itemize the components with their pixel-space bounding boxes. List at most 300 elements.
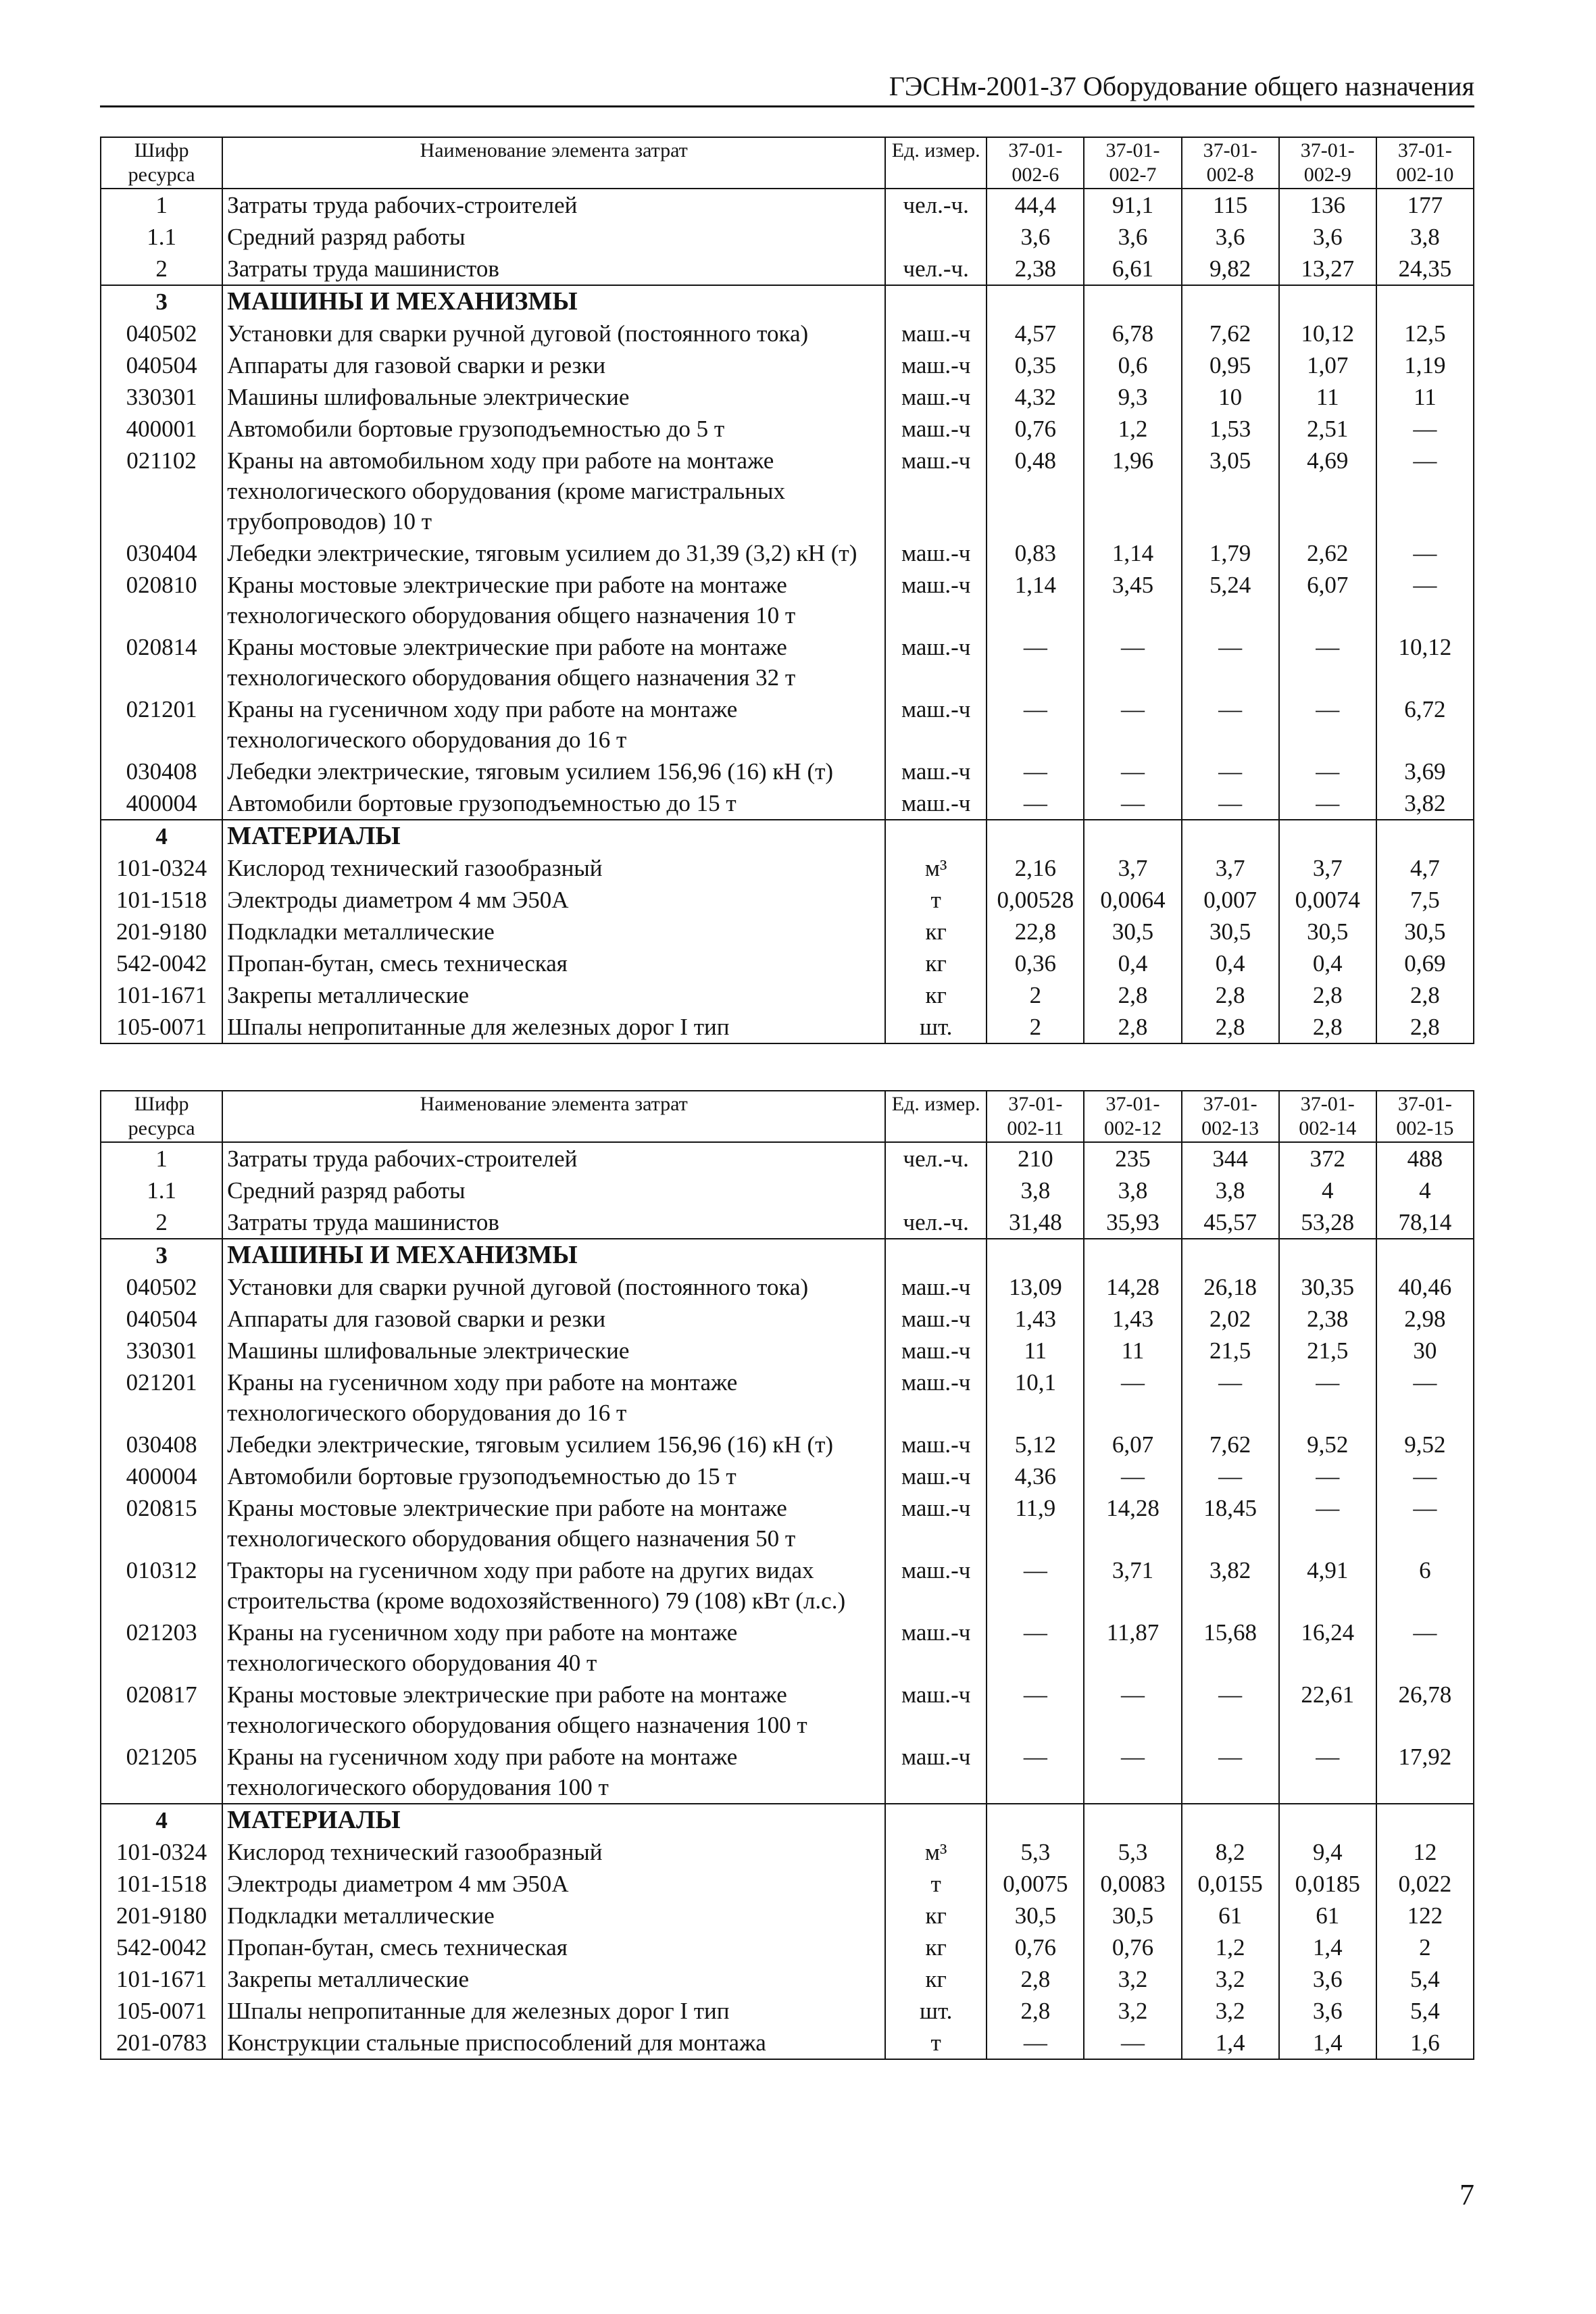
cost-element-name-cell: Средний разряд работы [222, 1175, 885, 1206]
value-cell: 3,6 [1279, 1995, 1376, 2027]
unit-cell: маш.-ч [885, 1367, 987, 1429]
cost-element-name-cell: Затраты труда рабочих-строителей [222, 1142, 885, 1175]
value-cell: 13,27 [1279, 253, 1376, 285]
unit-cell: маш.-ч [885, 756, 987, 787]
value-cell: 30,35 [1279, 1271, 1376, 1303]
value-cell: 5,3 [1084, 1836, 1181, 1868]
unit-cell [885, 820, 987, 852]
value-cell: 9,3 [1084, 381, 1181, 413]
resource-code-cell: 020810 [101, 569, 222, 631]
value-cell: 78,14 [1376, 1206, 1474, 1239]
value-cell: 11 [1084, 1335, 1181, 1367]
value-cell: 26,18 [1182, 1271, 1279, 1303]
value-cell: 18,45 [1182, 1492, 1279, 1554]
unit-cell: кг [885, 1931, 987, 1963]
header-norm-code: 37-01- 002-12 [1084, 1091, 1181, 1142]
value-cell [1279, 1804, 1376, 1836]
unit-cell: маш.-ч [885, 693, 987, 756]
resource-code-cell: 3 [101, 1239, 222, 1271]
value-cell: 2,8 [1084, 1011, 1181, 1043]
cost-element-name-cell: Тракторы на гусеничном ходу при работе на других видах строительства (кроме водохозяйственного) 79 (108) кВт (л.с.) [222, 1554, 885, 1617]
section-row [101, 1804, 1474, 1836]
value-cell: — [1084, 2027, 1181, 2059]
value-cell: — [1182, 631, 1279, 693]
unit-cell: маш.-ч [885, 1335, 987, 1367]
page-header [100, 70, 1474, 107]
resource-code-cell: 101-0324 [101, 1836, 222, 1868]
cost-element-name-cell: Установки для сварки ручной дуговой (постоянного тока) [222, 318, 885, 349]
value-cell: — [1376, 445, 1474, 537]
value-cell: — [987, 2027, 1084, 2059]
cost-element-name-cell: Затраты труда машинистов [222, 253, 885, 285]
value-cell [1376, 285, 1474, 318]
value-cell: 5,12 [987, 1429, 1084, 1460]
unit-cell [885, 1239, 987, 1271]
value-cell: 177 [1376, 189, 1474, 221]
table-row [101, 1868, 1474, 1900]
value-cell: — [1376, 569, 1474, 631]
value-cell: 2,98 [1376, 1303, 1474, 1335]
cost-element-name-cell: Затраты труда рабочих-строителей [222, 189, 885, 221]
value-cell: 1,4 [1279, 2027, 1376, 2059]
cost-element-name-cell: Краны на гусеничном ходу при работе на монтаже технологического оборудования до 16 т [222, 693, 885, 756]
value-cell [1182, 820, 1279, 852]
document-title: ГЭСНм-2001-37 Оборудование общего назначения [889, 71, 1474, 101]
header-unit: Ед. измер. [885, 1091, 987, 1142]
cost-element-name-cell: Краны на автомобильном ходу при работе на монтаже технологического оборудования (кроме магистральных трубопроводов) 10 т [222, 445, 885, 537]
header-resource-code: Шифр ресурса [101, 137, 222, 189]
resource-code-cell: 021102 [101, 445, 222, 537]
value-cell: 3,8 [987, 1175, 1084, 1206]
page-number: 7 [1460, 2178, 1474, 2211]
table-row [101, 381, 1474, 413]
value-cell: — [987, 756, 1084, 787]
value-cell: 2,8 [1376, 1011, 1474, 1043]
unit-cell: маш.-ч [885, 1271, 987, 1303]
unit-cell: маш.-ч [885, 631, 987, 693]
value-cell: 30,5 [1084, 916, 1181, 947]
resource-code-cell: 021201 [101, 693, 222, 756]
table-row [101, 852, 1474, 884]
value-cell: — [1182, 1741, 1279, 1804]
value-cell: 2,51 [1279, 413, 1376, 445]
value-cell: 2 [1376, 1931, 1474, 1963]
value-cell: 11,87 [1084, 1617, 1181, 1679]
table-row [101, 445, 1474, 537]
cost-element-name-cell: Кислород технический газообразный [222, 852, 885, 884]
header-norm-code: 37-01- 002-10 [1376, 137, 1474, 189]
value-cell: 2,8 [1084, 979, 1181, 1011]
resource-code-cell: 542-0042 [101, 947, 222, 979]
resource-code-cell: 400001 [101, 413, 222, 445]
resource-code-cell: 330301 [101, 381, 222, 413]
value-cell: 4,36 [987, 1460, 1084, 1492]
resource-code-cell: 1.1 [101, 221, 222, 253]
resource-code-cell: 010312 [101, 1554, 222, 1617]
value-cell: 344 [1182, 1142, 1279, 1175]
unit-cell: кг [885, 979, 987, 1011]
table-row [101, 1303, 1474, 1335]
value-cell: 372 [1279, 1142, 1376, 1175]
value-cell: 9,82 [1182, 253, 1279, 285]
header-norm-code: 37-01- 002-14 [1279, 1091, 1376, 1142]
value-cell: 115 [1182, 189, 1279, 221]
value-cell: 3,6 [1279, 1963, 1376, 1995]
value-cell: 1,19 [1376, 349, 1474, 381]
table-row [101, 1679, 1474, 1741]
value-cell: 0,0064 [1084, 884, 1181, 916]
value-cell: — [1084, 787, 1181, 820]
resource-code-cell: 040502 [101, 1271, 222, 1303]
cost-element-name-cell: Электроды диаметром 4 мм Э50А [222, 1868, 885, 1900]
table-body [101, 189, 1474, 1043]
table-row [101, 1931, 1474, 1963]
value-cell: 31,48 [987, 1206, 1084, 1239]
unit-cell: т [885, 1868, 987, 1900]
table-row [101, 1142, 1474, 1175]
value-cell: 30,5 [1279, 916, 1376, 947]
value-cell: 30,5 [1376, 916, 1474, 947]
value-cell: 1,2 [1182, 1931, 1279, 1963]
cost-element-name-cell: Автомобили бортовые грузоподъемностью до 5 т [222, 413, 885, 445]
value-cell: 2,38 [1279, 1303, 1376, 1335]
table-row [101, 1011, 1474, 1043]
resource-code-cell: 1 [101, 189, 222, 221]
value-cell: 40,46 [1376, 1271, 1474, 1303]
value-cell: 14,28 [1084, 1492, 1181, 1554]
resource-code-cell: 1 [101, 1142, 222, 1175]
value-cell: 11 [1376, 381, 1474, 413]
value-cell: 0,95 [1182, 349, 1279, 381]
section-title-cell: МАТЕРИАЛЫ [222, 820, 885, 852]
value-cell: 136 [1279, 189, 1376, 221]
value-cell: 13,09 [987, 1271, 1084, 1303]
value-cell: 3,2 [1084, 1963, 1181, 1995]
cost-element-name-cell: Кислород технический газообразный [222, 1836, 885, 1868]
resource-code-cell: 400004 [101, 787, 222, 820]
unit-cell: маш.-ч [885, 1492, 987, 1554]
unit-cell: маш.-ч [885, 1460, 987, 1492]
value-cell: 21,5 [1279, 1335, 1376, 1367]
value-cell: — [1279, 787, 1376, 820]
value-cell: 2,02 [1182, 1303, 1279, 1335]
value-cell: 0,0075 [987, 1868, 1084, 1900]
unit-cell: чел.-ч. [885, 1142, 987, 1175]
unit-cell: м³ [885, 1836, 987, 1868]
value-cell: 30,5 [1182, 916, 1279, 947]
unit-cell [885, 1175, 987, 1206]
value-cell: — [1084, 1741, 1181, 1804]
value-cell: 3,6 [1182, 221, 1279, 253]
value-cell: 2,38 [987, 253, 1084, 285]
value-cell: 3,2 [1182, 1963, 1279, 1995]
unit-cell [885, 221, 987, 253]
value-cell: 1,4 [1279, 1931, 1376, 1963]
value-cell: — [987, 1617, 1084, 1679]
cost-element-name-cell: Закрепы металлические [222, 979, 885, 1011]
value-cell: — [1084, 1367, 1181, 1429]
value-cell: 2,8 [987, 1963, 1084, 1995]
header-norm-code: 37-01- 002-15 [1376, 1091, 1474, 1142]
table-row [101, 1460, 1474, 1492]
value-cell: 6,61 [1084, 253, 1181, 285]
table-row [101, 916, 1474, 947]
value-cell: 17,92 [1376, 1741, 1474, 1804]
value-cell [1084, 285, 1181, 318]
cost-element-name-cell: Шпалы непропитанные для железных дорог I тип [222, 1011, 885, 1043]
value-cell: 3,8 [1084, 1175, 1181, 1206]
value-cell: 12 [1376, 1836, 1474, 1868]
value-cell: 7,62 [1182, 318, 1279, 349]
resource-code-cell: 4 [101, 1804, 222, 1836]
resource-code-cell: 201-9180 [101, 1900, 222, 1931]
value-cell: — [1376, 537, 1474, 569]
value-cell: 16,24 [1279, 1617, 1376, 1679]
value-cell: 12,5 [1376, 318, 1474, 349]
table-row [101, 349, 1474, 381]
value-cell: 2,8 [1182, 979, 1279, 1011]
value-cell: — [987, 787, 1084, 820]
value-cell: 2,16 [987, 852, 1084, 884]
cost-element-name-cell: Краны на гусеничном ходу при работе на монтаже технологического оборудования 100 т [222, 1741, 885, 1804]
value-cell: 2,8 [987, 1995, 1084, 2027]
value-cell: — [1084, 693, 1181, 756]
cost-element-name-cell: Машины шлифовальные электрические [222, 1335, 885, 1367]
table-row [101, 318, 1474, 349]
cost-element-name-cell: Лебедки электрические, тяговым усилием 156,96 (16) кН (т) [222, 1429, 885, 1460]
unit-cell: кг [885, 1900, 987, 1931]
table-row [101, 1492, 1474, 1554]
unit-cell: маш.-ч [885, 1741, 987, 1804]
value-cell: 2 [987, 979, 1084, 1011]
value-cell: 488 [1376, 1142, 1474, 1175]
value-cell: — [1279, 1367, 1376, 1429]
unit-cell [885, 1804, 987, 1836]
unit-cell: м³ [885, 852, 987, 884]
resource-code-cell: 040502 [101, 318, 222, 349]
value-cell [1376, 820, 1474, 852]
value-cell: 91,1 [1084, 189, 1181, 221]
value-cell: 30,5 [1084, 1900, 1181, 1931]
value-cell: — [1182, 1679, 1279, 1741]
value-cell: — [1182, 787, 1279, 820]
value-cell: 61 [1182, 1900, 1279, 1931]
value-cell: 4,91 [1279, 1554, 1376, 1617]
value-cell: — [1376, 413, 1474, 445]
unit-cell: маш.-ч [885, 787, 987, 820]
value-cell [1376, 1804, 1474, 1836]
resource-code-cell: 021201 [101, 1367, 222, 1429]
table-row [101, 979, 1474, 1011]
value-cell: — [1182, 756, 1279, 787]
value-cell: 35,93 [1084, 1206, 1181, 1239]
table-row [101, 537, 1474, 569]
value-cell: 3,6 [1084, 221, 1181, 253]
table-row [101, 1836, 1474, 1868]
value-cell: 0,76 [987, 413, 1084, 445]
cost-element-name-cell: Краны мостовые электрические при работе на монтаже технологического оборудования общего назначения 100 т [222, 1679, 885, 1741]
cost-element-name-cell: Средний разряд работы [222, 221, 885, 253]
unit-cell: чел.-ч. [885, 253, 987, 285]
resource-code-cell: 030404 [101, 537, 222, 569]
value-cell: 14,28 [1084, 1271, 1181, 1303]
value-cell: 3,7 [1084, 852, 1181, 884]
unit-cell: кг [885, 916, 987, 947]
table-row [101, 189, 1474, 221]
value-cell: 10,12 [1376, 631, 1474, 693]
resource-table-1 [100, 137, 1474, 1044]
table-row [101, 221, 1474, 253]
header-cost-element-name: Наименование элемента затрат [222, 1091, 885, 1142]
value-cell: 0,76 [987, 1931, 1084, 1963]
value-cell: 6,78 [1084, 318, 1181, 349]
resource-code-cell: 201-9180 [101, 916, 222, 947]
value-cell: 4,7 [1376, 852, 1474, 884]
value-cell: 2 [987, 1011, 1084, 1043]
resource-code-cell: 105-0071 [101, 1011, 222, 1043]
table-row [101, 947, 1474, 979]
header-norm-code: 37-01- 002-6 [987, 137, 1084, 189]
value-cell: 0,0074 [1279, 884, 1376, 916]
resource-table-2 [100, 1090, 1474, 2060]
table-row [101, 2027, 1474, 2059]
unit-cell: маш.-ч [885, 1617, 987, 1679]
value-cell: 53,28 [1279, 1206, 1376, 1239]
unit-cell: шт. [885, 1995, 987, 2027]
value-cell: 3,71 [1084, 1554, 1181, 1617]
value-cell: — [1376, 1460, 1474, 1492]
value-cell: — [1084, 631, 1181, 693]
value-cell: 122 [1376, 1900, 1474, 1931]
value-cell: 24,35 [1376, 253, 1474, 285]
value-cell: 1,07 [1279, 349, 1376, 381]
section-title-cell: МАТЕРИАЛЫ [222, 1804, 885, 1836]
value-cell [987, 285, 1084, 318]
value-cell: 0,4 [1182, 947, 1279, 979]
table-row [101, 787, 1474, 820]
value-cell: 3,05 [1182, 445, 1279, 537]
value-cell [1279, 820, 1376, 852]
value-cell: 22,61 [1279, 1679, 1376, 1741]
value-cell: — [987, 1679, 1084, 1741]
value-cell [1279, 285, 1376, 318]
cost-element-name-cell: Автомобили бортовые грузоподъемностью до 15 т [222, 787, 885, 820]
cost-element-name-cell: Подкладки металлические [222, 1900, 885, 1931]
unit-cell: маш.-ч [885, 318, 987, 349]
value-cell: 0,76 [1084, 1931, 1181, 1963]
value-cell: 7,5 [1376, 884, 1474, 916]
value-cell: 0,00528 [987, 884, 1084, 916]
header-unit: Ед. измер. [885, 137, 987, 189]
unit-cell: кг [885, 1963, 987, 1995]
value-cell: 6,07 [1279, 569, 1376, 631]
value-cell: 1,14 [987, 569, 1084, 631]
value-cell: 30,5 [987, 1900, 1084, 1931]
value-cell: 8,2 [1182, 1836, 1279, 1868]
header-norm-code: 37-01- 002-11 [987, 1091, 1084, 1142]
header-norm-code: 37-01- 002-8 [1182, 137, 1279, 189]
unit-cell: кг [885, 947, 987, 979]
resource-code-cell: 105-0071 [101, 1995, 222, 2027]
value-cell: — [987, 1554, 1084, 1617]
resource-code-cell: 020815 [101, 1492, 222, 1554]
value-cell: 9,4 [1279, 1836, 1376, 1868]
resource-code-cell: 330301 [101, 1335, 222, 1367]
value-cell: — [1279, 1460, 1376, 1492]
header-norm-code: 37-01- 002-9 [1279, 137, 1376, 189]
value-cell: — [1376, 1367, 1474, 1429]
value-cell: 5,4 [1376, 1963, 1474, 1995]
value-cell: — [1279, 756, 1376, 787]
value-cell: — [1084, 756, 1181, 787]
section-row [101, 1239, 1474, 1271]
cost-element-name-cell: Пропан-бутан, смесь техническая [222, 947, 885, 979]
value-cell: — [1279, 631, 1376, 693]
cost-element-name-cell: Лебедки электрические, тяговым усилием 156,96 (16) кН (т) [222, 756, 885, 787]
table-row [101, 413, 1474, 445]
unit-cell: чел.-ч. [885, 189, 987, 221]
value-cell [1279, 1239, 1376, 1271]
value-cell: 4,32 [987, 381, 1084, 413]
table-row [101, 1429, 1474, 1460]
resource-code-cell: 2 [101, 253, 222, 285]
value-cell [1084, 1804, 1181, 1836]
value-cell: 4 [1279, 1175, 1376, 1206]
value-cell: — [1084, 1460, 1181, 1492]
value-cell: 1,2 [1084, 413, 1181, 445]
value-cell: 10,1 [987, 1367, 1084, 1429]
resource-code-cell: 020817 [101, 1679, 222, 1741]
table-row [101, 1617, 1474, 1679]
value-cell: 0,0083 [1084, 1868, 1181, 1900]
value-cell: 6,07 [1084, 1429, 1181, 1460]
value-cell: 0,36 [987, 947, 1084, 979]
value-cell: 1,43 [1084, 1303, 1181, 1335]
resource-code-cell: 101-1518 [101, 1868, 222, 1900]
resource-code-cell: 021205 [101, 1741, 222, 1804]
section-row [101, 820, 1474, 852]
section-title-cell: МАШИНЫ И МЕХАНИЗМЫ [222, 1239, 885, 1271]
value-cell: 210 [987, 1142, 1084, 1175]
value-cell: 11 [987, 1335, 1084, 1367]
value-cell: 6 [1376, 1554, 1474, 1617]
value-cell [987, 820, 1084, 852]
value-cell: 1,4 [1182, 2027, 1279, 2059]
resource-code-cell: 4 [101, 820, 222, 852]
resource-code-cell: 400004 [101, 1460, 222, 1492]
value-cell: — [1084, 1679, 1181, 1741]
value-cell: 3,8 [1182, 1175, 1279, 1206]
value-cell: 2,8 [1376, 979, 1474, 1011]
value-cell: 11,9 [987, 1492, 1084, 1554]
value-cell: 9,52 [1279, 1429, 1376, 1460]
unit-cell [885, 285, 987, 318]
resource-code-cell: 2 [101, 1206, 222, 1239]
section-title-cell: МАШИНЫ И МЕХАНИЗМЫ [222, 285, 885, 318]
value-cell: 61 [1279, 1900, 1376, 1931]
value-cell: 2,8 [1182, 1011, 1279, 1043]
value-cell: 7,62 [1182, 1429, 1279, 1460]
value-cell: 3,6 [987, 221, 1084, 253]
header-norm-code: 37-01- 002-7 [1084, 137, 1181, 189]
resource-code-cell: 101-0324 [101, 852, 222, 884]
header-resource-code: Шифр ресурса [101, 1091, 222, 1142]
value-cell: 3,2 [1182, 1995, 1279, 2027]
value-cell: 0,83 [987, 537, 1084, 569]
resource-code-cell: 021203 [101, 1617, 222, 1679]
resource-code-cell: 101-1518 [101, 884, 222, 916]
value-cell [1182, 285, 1279, 318]
